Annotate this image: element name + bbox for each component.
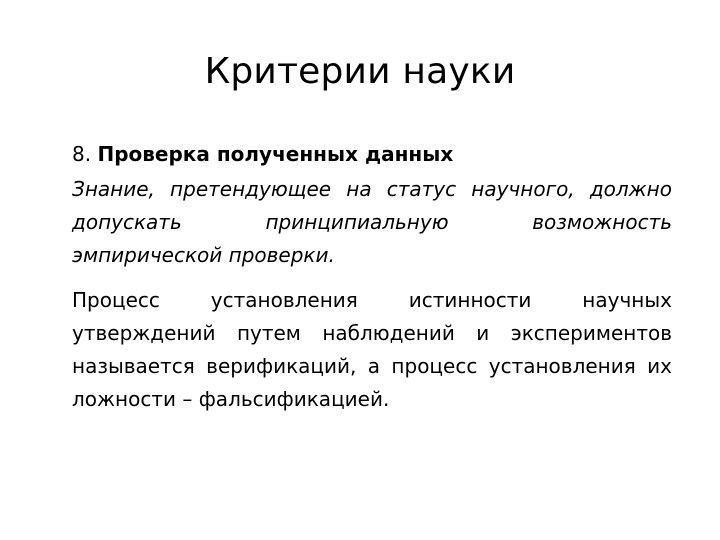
paragraph-verification: Процесс установления истинности научных утверждений путем наблюдений и экспериментов называется верификаций, а процесс установления их ложности – фальсификацией. (72, 288, 672, 411)
section-heading-text: Проверка полученных данных (97, 142, 454, 166)
paragraph-definition: Знание, претендующее на статус научного, должно допускать принципиальную возможность эмпирической проверки. (72, 177, 672, 267)
section-number: 8. (72, 142, 92, 166)
slide-title: Критерии науки (204, 51, 516, 92)
section-heading (72, 135, 672, 173)
slide-content (72, 135, 672, 416)
